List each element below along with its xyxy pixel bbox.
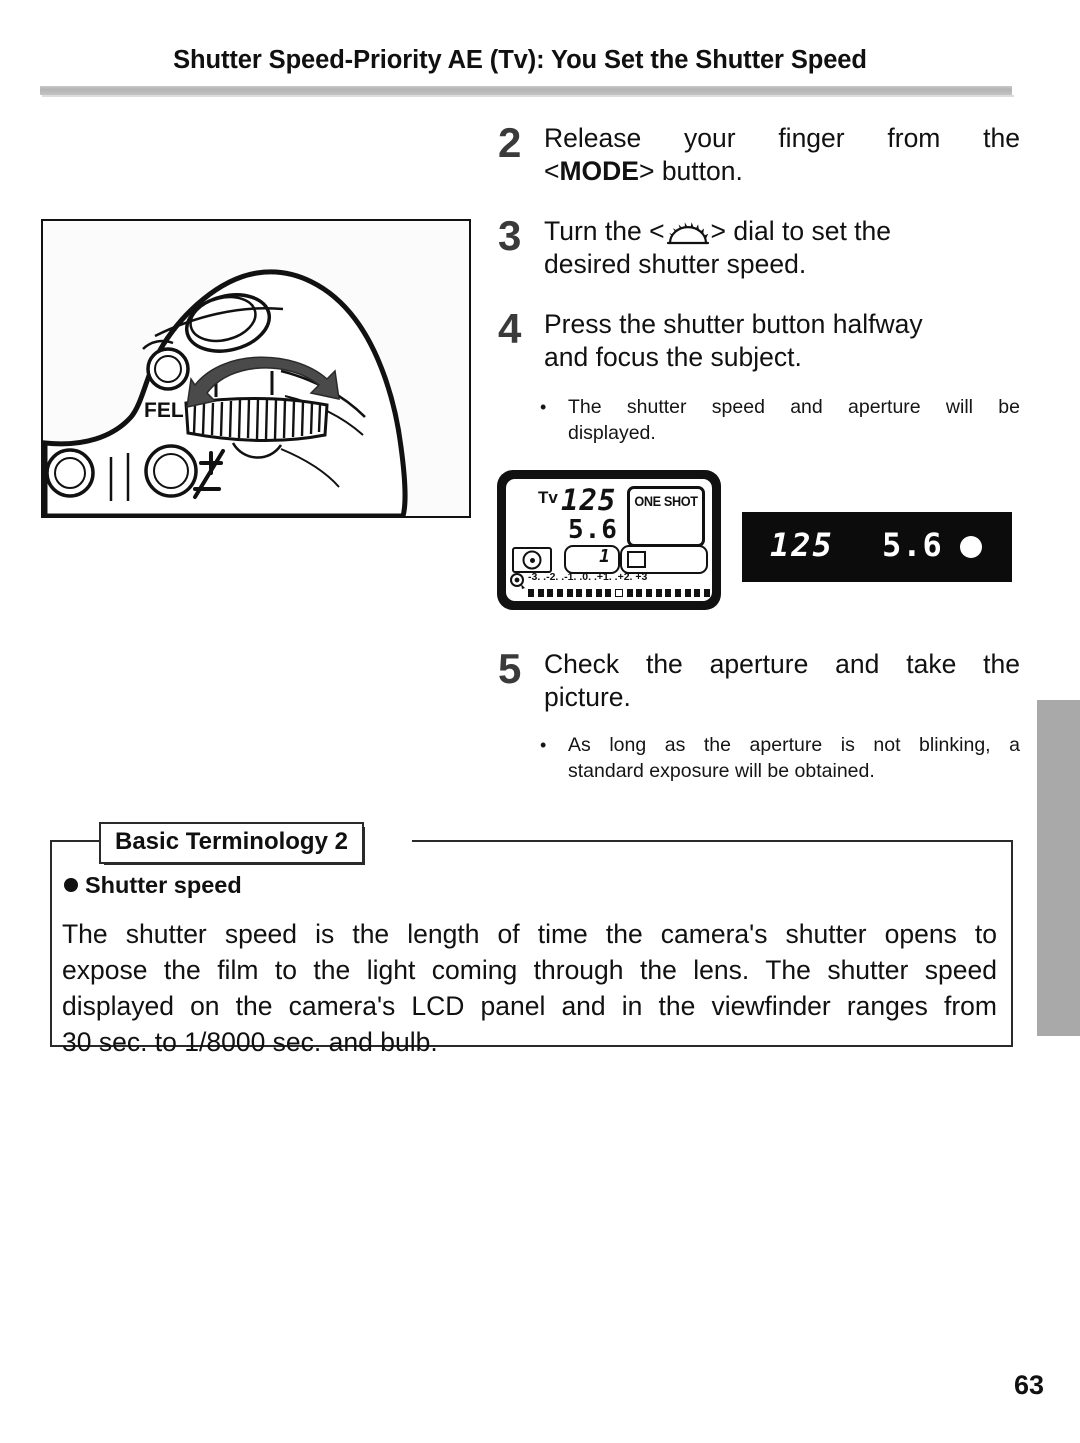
scale-bar (605, 589, 611, 597)
scale-bar (665, 589, 671, 597)
scale-bar (636, 589, 642, 597)
metering-ring-icon (523, 551, 542, 570)
scale-bar (694, 589, 700, 597)
scale-bar (586, 589, 592, 597)
scale-bar (704, 589, 710, 597)
scale-bar (576, 589, 582, 597)
film-load-icon (510, 573, 526, 589)
step-4-number: 4 (498, 305, 522, 352)
step-5-note-line-2: standard exposure will be obtained. (568, 760, 875, 782)
step-3-text-post: > dial to set the (710, 216, 892, 246)
scale-bar (656, 589, 662, 597)
step-5-note-line-1: As long as the aperture is not blinking, a (568, 734, 1020, 756)
step-2-line-1: Release your finger from the (544, 123, 1020, 153)
step-2-body (544, 122, 1018, 188)
terminology-line-1: The shutter speed is the length of time the camera's shutter opens to (62, 919, 997, 949)
lcd-exposure-scale-labels: -3. .-2. .-1. .0. .+1. .+2. +3 (528, 571, 648, 583)
step-4-line-2: and focus the subject. (544, 342, 802, 372)
lcd-exposure-scale-bars (528, 589, 710, 598)
page-title: Shutter Speed-Priority AE (Tv): You Set the Shutter Speed (173, 46, 867, 74)
step-5-number: 5 (498, 645, 522, 692)
terminology-line-3: displayed on the camera's LCD panel and in the viewfinder ranges from (62, 991, 997, 1021)
bullet-dot-icon (64, 878, 78, 892)
step-5-line-2: picture. (544, 682, 631, 712)
terminology-line-2: expose the film to the light coming through the lens. The shutter speed (62, 955, 997, 985)
scale-bar (547, 589, 553, 597)
page-number: 63 (1013, 1370, 1044, 1400)
scale-bar (528, 589, 534, 597)
step-4-note-line-1: The shutter speed and aperture will be (568, 396, 1020, 418)
exposure-compensation-button-inner (154, 454, 188, 488)
step-4-body (544, 308, 1018, 374)
lcd-metering-mode-icon (512, 547, 552, 573)
step-3-line-2: desired shutter speed. (544, 249, 807, 279)
step-3 (498, 212, 1018, 281)
scale-bar (596, 589, 602, 597)
scale-bar (538, 589, 544, 597)
terminology-line-4: 30 sec. to 1/8000 sec. and bulb. (62, 1027, 438, 1057)
step-2 (498, 119, 1020, 188)
fel-label: FEL (144, 399, 184, 422)
lcd-exposure-scale (510, 571, 710, 599)
lcd-af-mode-label: ONE SHOT (634, 494, 698, 509)
terminology-subheading-text: Shutter speed (85, 872, 242, 898)
step-5-body (544, 648, 1018, 714)
step-5-note (540, 732, 1020, 784)
camera-diagram-svg (43, 221, 469, 516)
bullet-marker: • (540, 397, 547, 417)
step-2-number: 2 (498, 119, 522, 166)
step-4-note-line-2: displayed. (568, 422, 656, 444)
step-3-number: 3 (498, 212, 522, 259)
lcd-frame-counter-value: 1 (599, 546, 610, 567)
main-dial (186, 398, 327, 440)
step-5-line-1: Check the aperture and take the (544, 649, 1020, 679)
single-frame-icon (627, 551, 646, 568)
step-2-line-2 (544, 156, 743, 186)
scale-bar (646, 589, 652, 597)
lcd-drive-mode-box (620, 545, 708, 574)
terminology-subheading (64, 872, 242, 899)
lcd-mode-label: Tv (538, 488, 558, 507)
step-3-body (544, 215, 1018, 281)
step-4-note (540, 394, 1020, 446)
bullet-marker: • (540, 735, 547, 755)
step-3-line-1 (544, 216, 891, 246)
terminology-tab-title: Basic Terminology 2 (99, 822, 364, 864)
step-4-line-1: Press the shutter button halfway (544, 309, 923, 339)
step-4 (498, 305, 1018, 374)
fel-button-inner (155, 356, 181, 382)
lcd-screen (506, 479, 712, 601)
focus-confirmation-dot-icon (960, 536, 982, 558)
mode-button-token: MODE (559, 156, 639, 186)
step-5 (498, 645, 1020, 714)
lcd-af-mode-box (627, 486, 705, 547)
lcd-panel-illustration (497, 470, 721, 610)
scale-bar (567, 589, 573, 597)
scale-bar (557, 589, 563, 597)
step-2-bracket-open: < (544, 156, 560, 186)
header-divider (40, 86, 1012, 95)
step-2-bracket-close: > button. (638, 156, 743, 186)
terminology-paragraph (62, 916, 1002, 1060)
viewfinder-aperture: 5.6 (882, 526, 943, 564)
lcd-shutter-speed: 125 (561, 483, 617, 517)
scale-bar (685, 589, 691, 597)
step-4-note-text (568, 394, 1020, 446)
step-3-text-pre: Turn the < (544, 216, 665, 246)
viewfinder-shutter-speed: 125 (770, 526, 834, 564)
step-5-note-text (568, 732, 1020, 784)
bottom-button-left-inner (55, 458, 85, 488)
viewfinder-display-illustration (742, 512, 1012, 582)
lcd-frame-counter-box (564, 545, 620, 574)
scale-bar-center (615, 589, 623, 597)
camera-top-illustration (41, 219, 471, 518)
scale-bar (675, 589, 681, 597)
lcd-aperture: 5.6 (568, 515, 618, 545)
main-dial-icon (665, 222, 711, 246)
scale-bar (627, 589, 633, 597)
edge-index-tab (1037, 700, 1080, 1036)
